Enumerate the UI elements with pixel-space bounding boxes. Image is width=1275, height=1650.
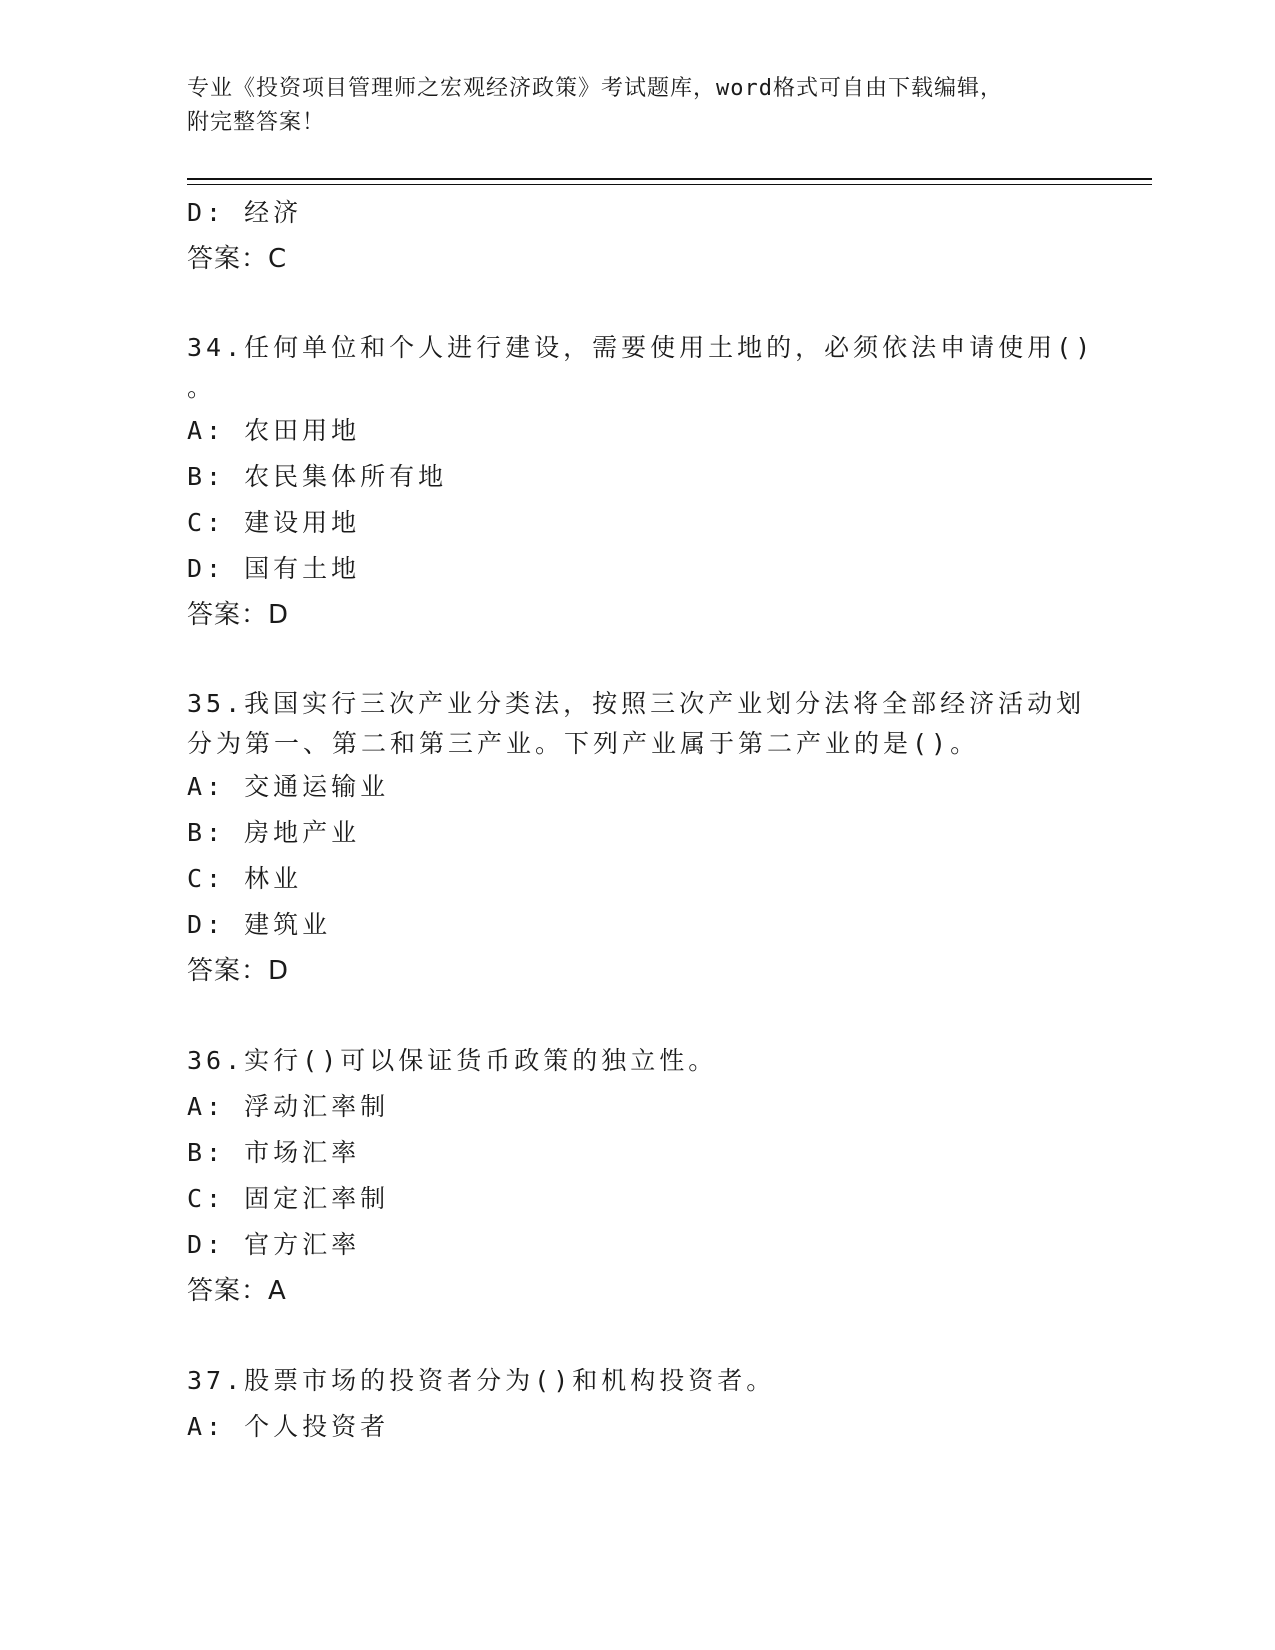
question-stem-continued: 分为第一、第二和第三产业。下列产业属于第二产业的是()。 bbox=[187, 729, 980, 758]
option-d: D: 经济 bbox=[187, 198, 303, 227]
option-a: A: 浮动汇率制 bbox=[187, 1092, 390, 1121]
answer: 答案：D bbox=[187, 956, 290, 986]
question-stem-continued: 。 bbox=[187, 373, 217, 402]
header-line-2: 附完整答案！ bbox=[187, 110, 326, 135]
option-b: B: 市场汇率 bbox=[187, 1138, 361, 1167]
question-list bbox=[187, 190, 1095, 1450]
option-d: D: 国有土地 bbox=[187, 554, 361, 583]
document-header bbox=[187, 72, 1087, 140]
question-stem: 35.我国实行三次产业分类法，按照三次产业划分法将全部经济活动划 bbox=[187, 689, 1086, 718]
question-34 bbox=[187, 328, 1095, 638]
option-c: C: 林业 bbox=[187, 864, 303, 893]
question-35 bbox=[187, 684, 1087, 994]
header-rule-thick bbox=[187, 178, 1152, 180]
option-a: A: 农田用地 bbox=[187, 416, 361, 445]
question-stem: 36.实行()可以保证货币政策的独立性。 bbox=[187, 1046, 718, 1075]
option-a: A: 交通运输业 bbox=[187, 772, 390, 801]
answer: 答案：D bbox=[187, 600, 290, 630]
option-b: B: 农民集体所有地 bbox=[187, 462, 448, 491]
question-33-tail bbox=[187, 190, 1087, 282]
question-36 bbox=[187, 1038, 1087, 1314]
answer: 答案：C bbox=[187, 244, 288, 274]
option-a: A: 个人投资者 bbox=[187, 1412, 390, 1441]
option-b: B: 房地产业 bbox=[187, 818, 361, 847]
option-c: C: 固定汇率制 bbox=[187, 1184, 390, 1213]
question-stem: 37.股票市场的投资者分为()和机构投资者。 bbox=[187, 1366, 776, 1395]
header-line-1: 专业《投资项目管理师之宏观经济政策》考试题库，word格式可自由下载编辑， bbox=[187, 76, 1003, 101]
question-37 bbox=[187, 1358, 1087, 1450]
answer: 答案：A bbox=[187, 1276, 287, 1306]
option-d: D: 建筑业 bbox=[187, 910, 332, 939]
header-rule-thin bbox=[187, 184, 1152, 185]
option-c: C: 建设用地 bbox=[187, 508, 361, 537]
option-d: D: 官方汇率 bbox=[187, 1230, 361, 1259]
question-stem: 34.任何单位和个人进行建设，需要使用土地的，必须依法申请使用() bbox=[187, 333, 1095, 362]
